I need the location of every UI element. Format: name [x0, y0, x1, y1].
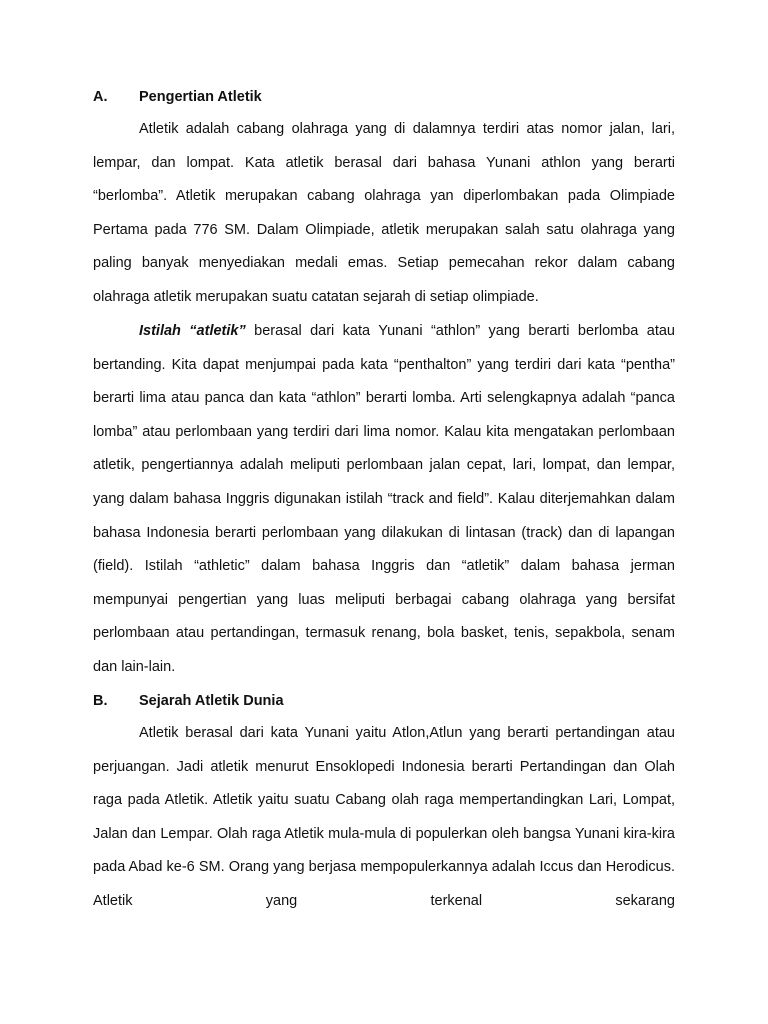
section-a-p2-emphasis: Istilah “atletik”: [139, 323, 246, 339]
section-a-paragraph-2: [93, 315, 675, 685]
section-a-p2-text: berasal dari kata Yunani “athlon” yang berarti berlomba atau bertanding. Kita dapat menjumpai pada kata “penthalton” yang terdiri dari kata “pentha” berarti lima atau panca dan kata “athlon” berarti lomba. Arti selengkapnya adalah “panca lomba” atau perlombaan yang terdiri dari lima nomor. Kalau kita mengatakan perlombaan atletik, pengertiannya adalah meliputi perlombaan jalan cepat, lari, lompat, dan lempar, yang dalam bahasa Inggris digunakan istilah “track and field”. Kalau diterjemahkan dalam bahasa Indonesia berarti perlombaan yang dilakukan di lintasan (track) dan di lapangan (field). Istilah “athletic” dalam bahasa Inggris dan “atletik” dalam bahasa jerman mempunyai pengertian yang luas meliputi berbagai cabang olahraga yang bersifat perlombaan atau pertandingan, termasuk renang, bola basket, tenis, sepakbola, senam dan lain-lain.: [93, 323, 675, 675]
section-a-p1-text: Atletik adalah cabang olahraga yang di dalamnya terdiri atas nomor jalan, lari, lempar, dan lompat. Kata atletik berasal dari bahasa Yunani athlon yang berarti “berlomba”. Atletik merupakan cabang olahraga yan diperlombakan pada Olimpiade Pertama pada 776 SM. Dalam Olimpiade, atletik merupakan salah satu olahraga yang paling banyak menyediakan medali emas. Setiap pemecahan rekor dalam cabang olahraga atletik merupakan suatu catatan sejarah di setiap olimpiade.: [93, 121, 675, 305]
section-b-title: Sejarah Atletik Dunia: [139, 693, 284, 709]
section-a-title: Pengertian Atletik: [139, 89, 262, 105]
section-a-paragraph-1: [93, 113, 675, 315]
section-b-paragraph-1: [93, 717, 675, 919]
section-b-number: B.: [93, 693, 108, 709]
section-a-number: A.: [93, 89, 108, 105]
section-a-heading: [93, 88, 262, 106]
section-b-heading: [93, 692, 284, 710]
section-b-p1-text: Atletik berasal dari kata Yunani yaitu Atlon,Atlun yang berarti pertandingan atau perjuangan. Jadi atletik menurut Ensoklopedi Indonesia berarti Pertandingan dan Olah raga pada Atletik. Atletik yaitu suatu Cabang olah raga mempertandingkan Lari, Lompat, Jalan dan Lempar. Olah raga Atletik mula-mula di populerkan oleh bangsa Yunani kira-kira pada Abad ke-6 SM. Orang yang berjasa mempopulerkannya adalah Iccus dan Herodicus. Atletik yang terkenal sekarang: [93, 725, 675, 909]
